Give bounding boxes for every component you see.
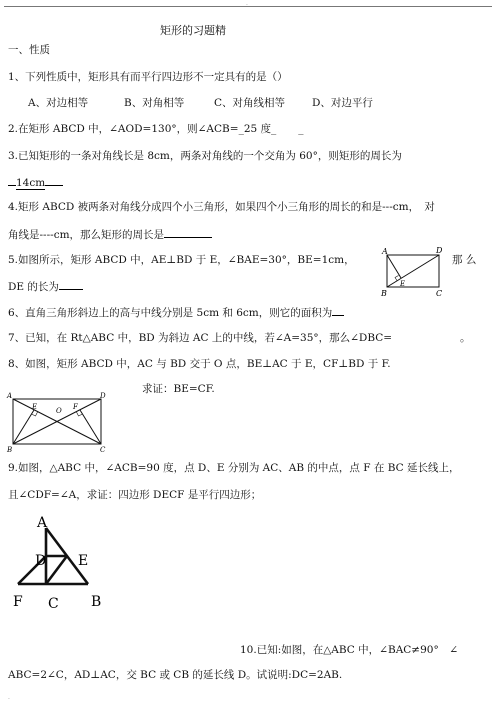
q2-tail: _ <box>298 123 304 135</box>
fig9-label-D: D <box>35 553 47 569</box>
question-5-cont <box>8 278 83 294</box>
fig5-label-B: B <box>381 289 387 298</box>
question-3: 3.已知矩形的一条对角线长是 8cm，两条对角线的一个交角为 60°，则矩形的周长为 <box>8 150 402 162</box>
q5-line2: DE 的长为 <box>8 281 59 293</box>
question-4-cont <box>8 226 212 242</box>
question-4: 4.矩形 ABCD 被两条对角线分成四个小三角形，如果四个小三角形的周长的和是---cm， 对 <box>8 201 435 213</box>
question-2 <box>8 122 304 136</box>
fig8-label-C: C <box>100 446 106 454</box>
fig5-label-D: D <box>436 246 443 255</box>
fig8-label-B: B <box>7 446 13 454</box>
fig9-label-F: F <box>13 594 23 610</box>
figure-q5 <box>376 243 446 301</box>
q8-prove: 求证：BE=CF. <box>142 383 215 395</box>
fig8-label-A: A <box>7 392 13 400</box>
fig9-label-A: A <box>37 515 48 531</box>
page-header-rule <box>4 6 492 7</box>
question-9: 9.如图，△ABC 中，∠ACB=90 度，点 D、E 分别为 AC、AB 的中点，点 F 在 BC 延长线上， <box>8 462 460 474</box>
figure-q9 <box>8 514 112 614</box>
q1-option-c: C、对角线相等 <box>214 97 286 109</box>
question-7: 7、已知，在 Rt△ABC 中，BD 为斜边 AC 上的中线，若∠A=35°，那么∠DBC= <box>8 332 393 344</box>
fig8-label-D: D <box>100 392 106 400</box>
fig8-label-O: O <box>56 407 62 415</box>
question-5: 5.如图所示，矩形 ABCD 中，AE⊥BD 于 E，∠BAE=30°，BE=1cm， <box>8 254 355 266</box>
figure-q8 <box>4 390 112 454</box>
q2-text: 2.在矩形 ABCD 中，∠AOD=130°，则∠ACB=_25 度_ <box>8 123 277 135</box>
doc-title: 矩形的习题精 <box>160 24 226 37</box>
q1-option-d: D、对边平行 <box>312 97 373 109</box>
q1-option-b: B、对角相等 <box>124 97 185 109</box>
question-6 <box>8 304 344 320</box>
question-8: 8、如图，矩形 ABCD 中，AC 与 BD 交于 O 点，BE⊥AC 于 E，CF⊥BD 于 F. <box>8 358 391 370</box>
fig5-label-E: E <box>400 280 406 288</box>
fig8-label-E: E <box>32 403 38 411</box>
fig8-label-F: F <box>73 403 78 411</box>
fig9-label-C: C <box>48 596 59 612</box>
fig5-label-A: A <box>382 247 388 256</box>
question-10: 10.已知:如图，在△ABC 中，∠BAC≠90° ∠ <box>240 644 459 656</box>
q3-answer <box>8 174 63 190</box>
header-dot: . <box>246 0 248 7</box>
q1-option-a: A、对边相等 <box>28 97 89 109</box>
q4-line2: 角线是----cm，那么矩形的周长是 <box>8 229 165 241</box>
question-10-cont: ABC=2∠C，AD⊥AC，交 BC 或 CB 的延长线 D。试说明:DC=2AB. <box>8 669 343 681</box>
q6-text: 6、直角三角形斜边上的高与中线分别是 5cm 和 6cm，则它的面积为 <box>8 307 333 319</box>
fig9-label-E: E <box>78 553 89 569</box>
fig5-label-C: C <box>436 289 443 298</box>
fig9-label-B: B <box>91 594 102 610</box>
q5-line1-end: 那 么 <box>452 254 477 266</box>
footer-dot: . <box>8 694 10 701</box>
question-9-cont: 且∠CDF=∠A，求证：四边形 DECF 是平行四边形； <box>8 489 262 501</box>
q3-answer-text: 14cm <box>16 177 46 189</box>
question-1: 1、下列性质中，矩形具有而平行四边形不一定具有的是（） <box>8 71 288 83</box>
section-heading: 一、性质 <box>8 44 50 56</box>
q7-end: 。 <box>460 332 471 344</box>
